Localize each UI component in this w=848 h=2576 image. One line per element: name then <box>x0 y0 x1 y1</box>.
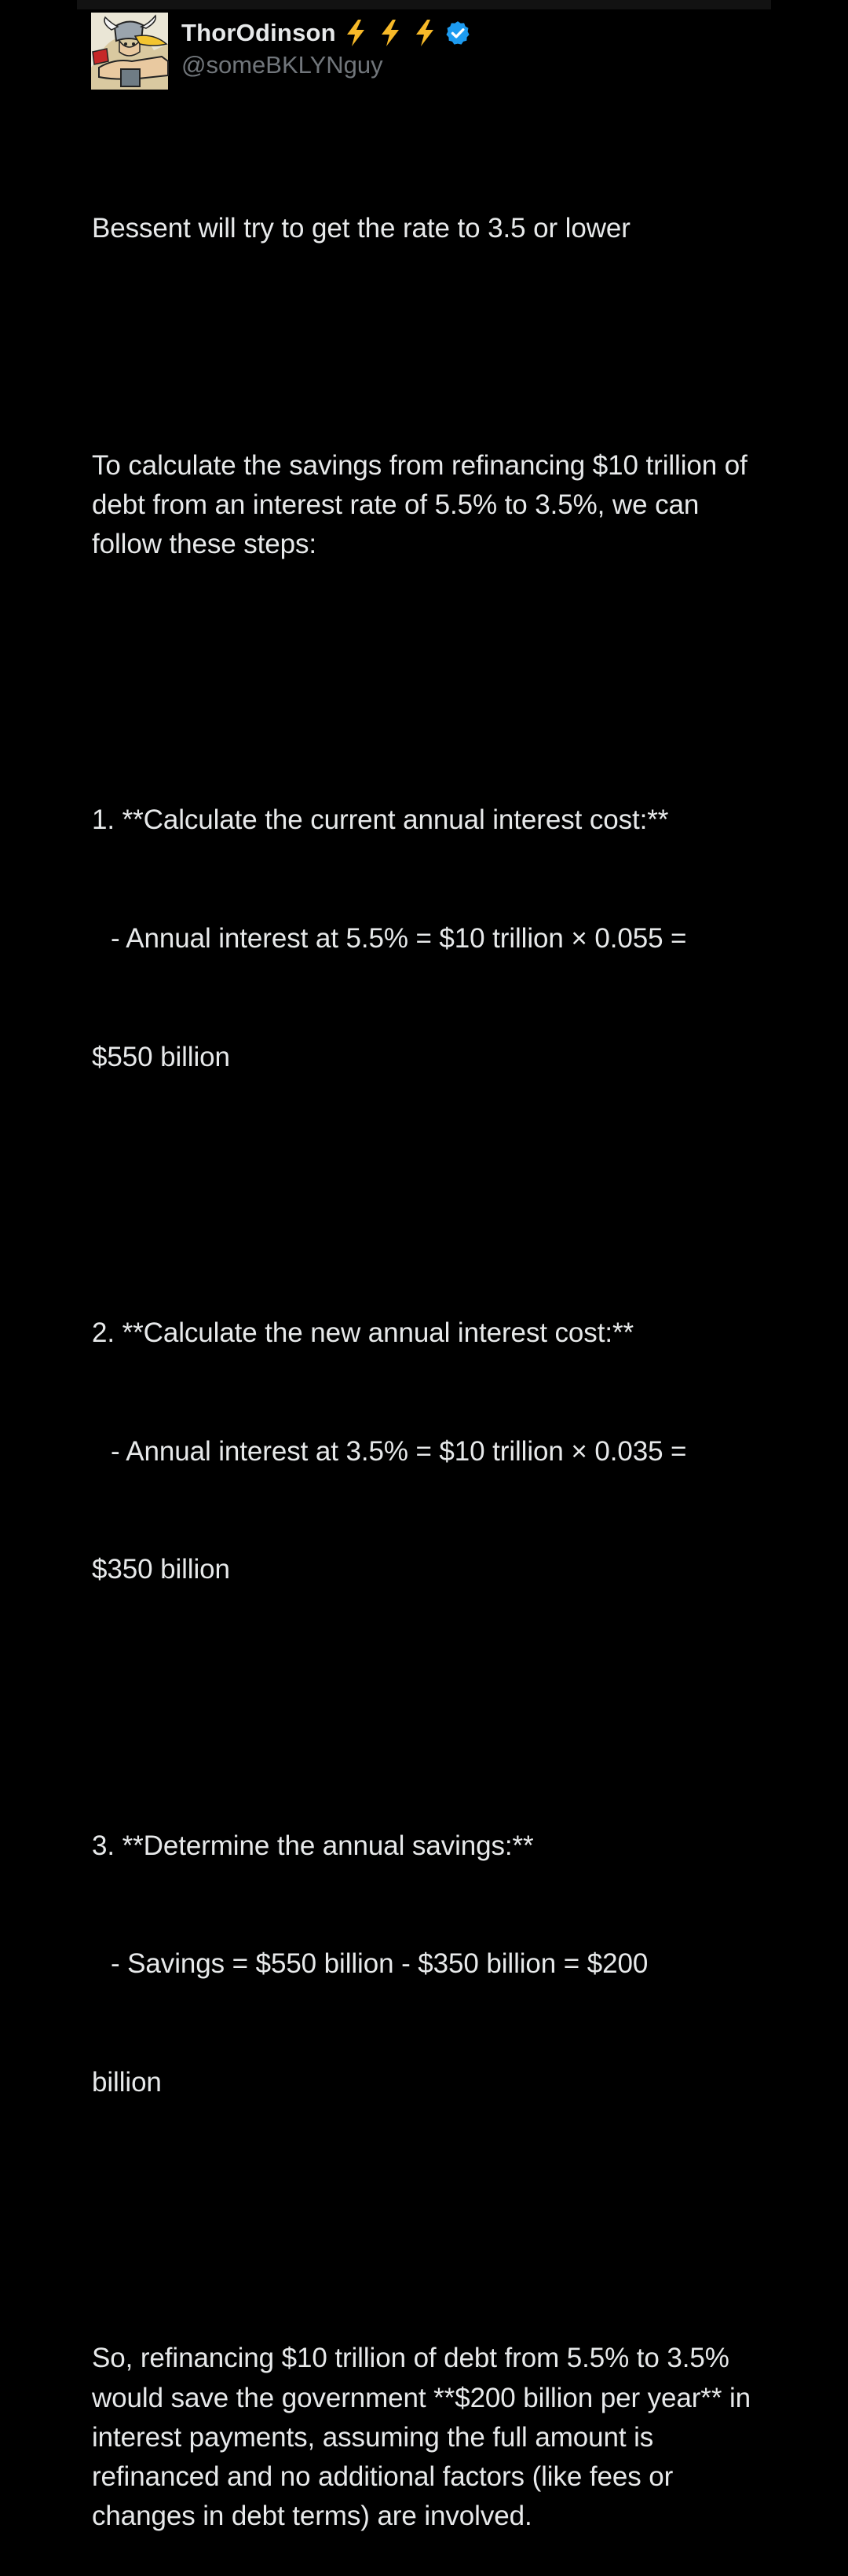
handle[interactable]: @someBKLYNguy <box>181 51 383 79</box>
tweet-setup: To calculate the savings from refinancing $10 trillion of debt from an interest rate of 5.5% to 3.5%, we can follow these steps: <box>92 449 755 560</box>
paragraph-gap <box>92 328 775 367</box>
step-detail-cont: $350 billion <box>92 1554 230 1585</box>
author-names <box>181 16 471 79</box>
verified-badge-icon[interactable] <box>444 20 471 46</box>
name-row <box>181 16 471 49</box>
step-detail: - Savings = $550 billion - $350 billion = $200 <box>111 1948 649 1980</box>
lightning-bolt-icon <box>378 19 402 47</box>
step-heading: 3. **Determine the annual savings:** <box>92 1830 534 1861</box>
previous-post-edge <box>77 0 771 9</box>
step-detail: - Annual interest at 5.5% = $10 trillion × 0.055 = <box>111 923 687 955</box>
step-detail: - Annual interest at 3.5% = $10 trillion × 0.035 = <box>111 1435 687 1467</box>
paragraph-gap <box>92 1156 775 1195</box>
tweet-header <box>91 13 471 90</box>
avatar[interactable] <box>91 13 168 90</box>
paragraph-gap <box>92 1669 775 1708</box>
paragraph-gap <box>92 643 775 683</box>
tweet-conclusion: So, refinancing $10 trillion of debt from 5.5% to 3.5% would save the government **$200 billion per year** in interest payments, assuming the full amount is refinanced and no additional factors (like fees or changes in debt terms) are involved. <box>92 2343 758 2532</box>
step-detail-cont: billion <box>92 2066 162 2098</box>
paragraph-gap <box>92 2182 775 2221</box>
lightning-bolt-icon <box>344 19 367 47</box>
step-heading: 2. **Calculate the new annual interest cost:** <box>92 1317 634 1349</box>
step-detail-cont: $550 billion <box>92 1041 230 1072</box>
avatar-image <box>91 13 168 90</box>
tweet-text <box>92 130 775 2576</box>
lightning-bolt-icon <box>413 19 437 47</box>
step-heading: 1. **Calculate the current annual interest cost:** <box>92 804 669 836</box>
display-name[interactable]: ThorOdinson <box>181 19 336 46</box>
tweet-intro: Bessent will try to get the rate to 3.5 or lower <box>92 213 631 244</box>
